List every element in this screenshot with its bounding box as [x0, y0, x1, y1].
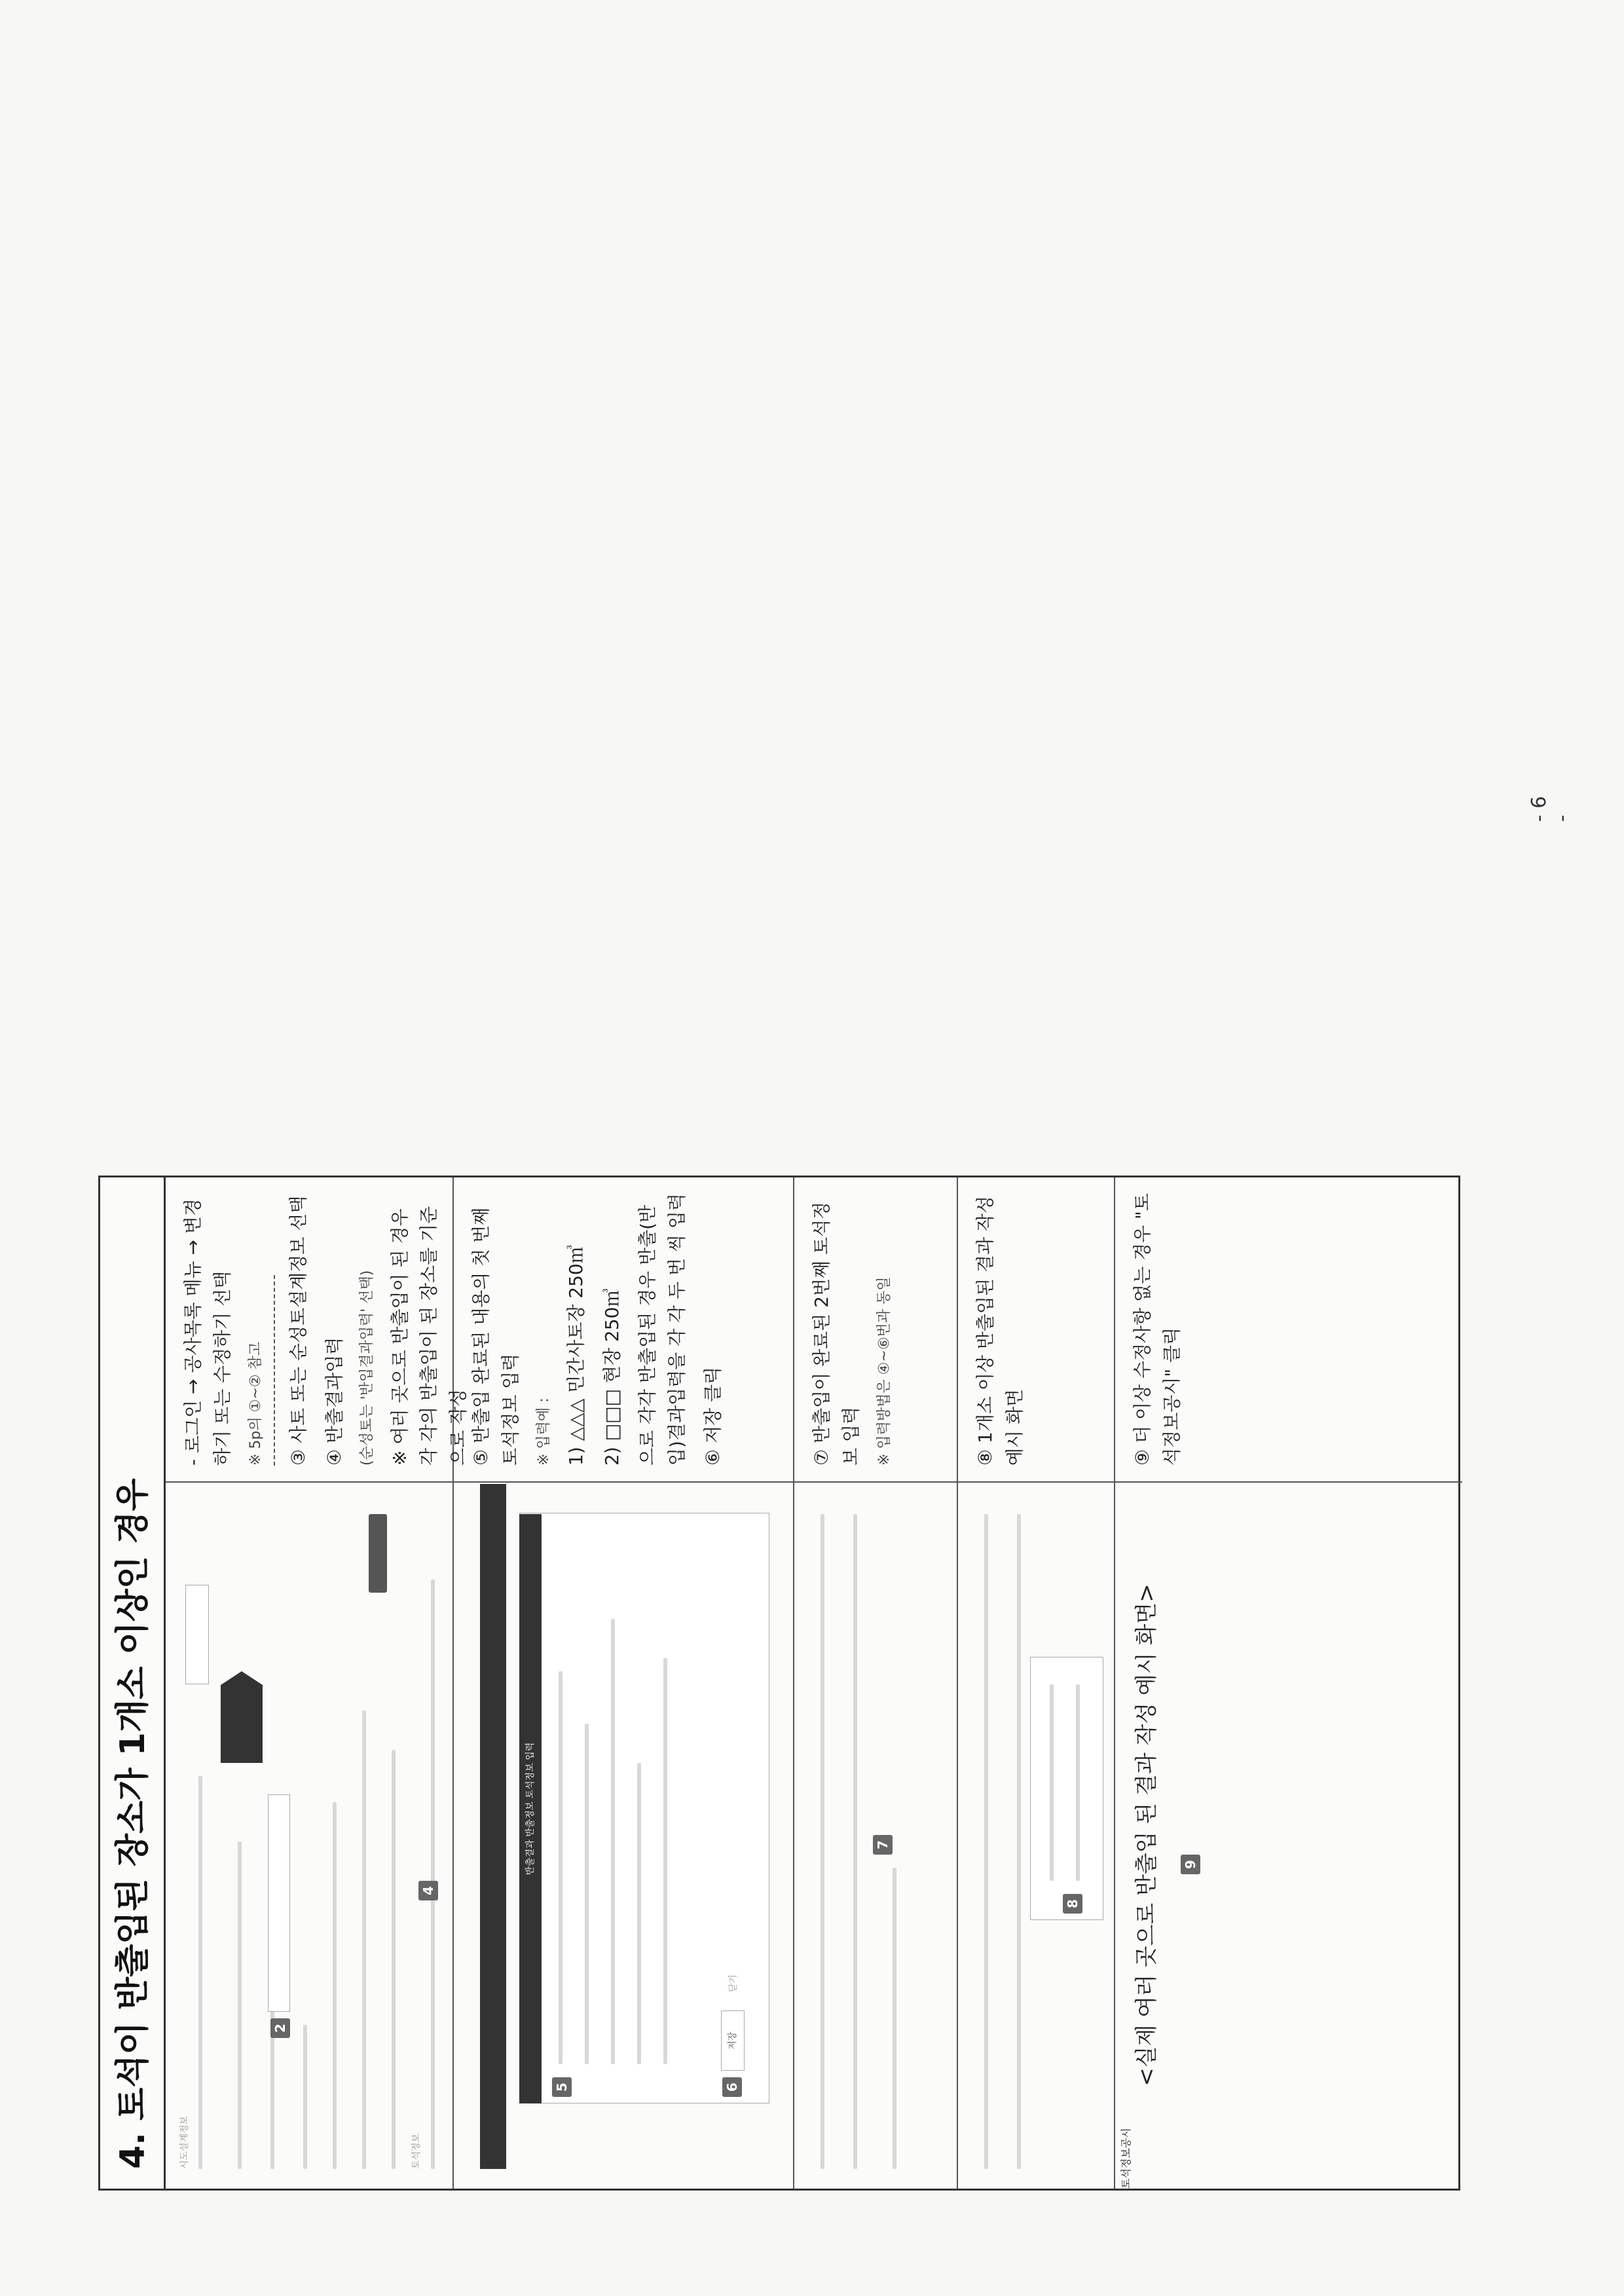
step-5-example-1: 1) △△△ 민간사토장 250㎥	[564, 1245, 587, 1466]
step-4-text: ④ 반출결과입력	[323, 1337, 345, 1466]
screenshot-result-table	[1030, 1657, 1103, 1920]
screenshot-header-bar	[480, 1484, 506, 2169]
badge-9: 9	[1181, 1855, 1200, 1874]
screenshot-result-button	[369, 1514, 387, 1593]
row-step-8	[958, 1177, 1115, 2189]
screenshot-panel-2	[454, 1481, 793, 2189]
step-7-text: ⑦ 반출입이 완료된 2번째 토석정보 입력	[811, 1201, 862, 1466]
step-3-text: ③ 사토 또는 순성토설계정보 선택	[287, 1195, 309, 1466]
badge-7: 7	[873, 1835, 893, 1855]
instructions-3	[794, 1177, 957, 1481]
page-number: - 6 -	[1528, 796, 1574, 822]
rotated-document	[98, 1176, 1460, 2191]
screenshot-toggle	[185, 1585, 209, 1684]
step-1-text: - 로그인 → 공사목록 메뉴 → 변경하기 또는 수정하기 선택	[182, 1198, 233, 1466]
badge-8: 8	[1063, 1894, 1082, 1914]
screenshot-panel-3	[794, 1481, 957, 2189]
screenshot-tosuk-button: 토석정보공시	[1120, 2128, 1132, 2189]
step-8-text: ⑧ 1개소 이상 반출입된 결과 작성 예시 화면	[974, 1196, 1025, 1466]
figure-caption: <실제 여러 곳으로 반출입 된 결과 작성 예시 화면>	[1134, 1583, 1160, 2086]
step-7-note: ※ 입력방법은 ④~⑥번과 동일	[876, 1276, 893, 1466]
step-5-example-2: 2) □□□ 현장 250㎥	[600, 1288, 623, 1466]
screenshot-mock-2	[460, 1489, 786, 2182]
screenshot-mock	[172, 1489, 446, 2182]
step-5-example-title: ※ 입력예 :	[535, 1398, 552, 1466]
screenshot-dialog-title: 반출결과 반출정보 토석정보 입력	[519, 1514, 542, 2103]
step-4-note: (순성토는 '반입결과입력' 선택)	[359, 1270, 376, 1466]
screenshot-panel-1	[166, 1481, 452, 2189]
screenshot-select	[268, 1794, 290, 2012]
step-1-note: ※ 5p의 ①~② 참고	[247, 1341, 264, 1466]
dashed-divider	[274, 1275, 275, 1466]
badge-5: 5	[552, 2077, 572, 2097]
screenshot-panel-4	[958, 1481, 1114, 2189]
caption-panel	[1115, 1481, 1462, 2189]
screenshot-mock-3	[801, 1489, 950, 2182]
instructions-5	[1115, 1177, 1462, 1481]
badge-4: 4	[418, 1881, 438, 1900]
instructions-1	[166, 1177, 470, 1481]
screenshot-section-label-2: 토석정보	[411, 2133, 422, 2169]
step-5-example-3: 으로 각각 반출입된 경우 반출(반입)결과입력을 각 각 두 번 씩 입력	[637, 1193, 688, 1466]
step-5-text: ⑤ 반출입 완료된 내용의 첫 번째 토석정보 입력	[470, 1207, 521, 1466]
step-6-text: ⑥ 저장 클릭	[701, 1366, 724, 1466]
badge-2: 2	[270, 2018, 290, 2038]
section-title: 4. 토석이 반출입된 장소가 1개소 이상인 경우	[100, 1177, 166, 2189]
instructions-4	[958, 1177, 1114, 1481]
badge-6: 6	[722, 2077, 742, 2097]
row-step-5-6	[454, 1177, 794, 2189]
screenshot-mock-4	[965, 1489, 1107, 2182]
screenshot-save-button: 저장	[721, 2010, 745, 2071]
instructions-2	[454, 1177, 793, 1481]
step-9-text: ⑨ 더 이상 수정사항 없는 경우 "토석정보공시" 클릭	[1132, 1193, 1183, 1466]
screenshot-arrow-tab	[221, 1671, 263, 1763]
screenshot-section-label: 시도설계정보	[179, 2115, 190, 2169]
row-step-7	[794, 1177, 958, 2189]
screenshot-close-button: 닫기	[728, 1974, 739, 1992]
row-step-9	[1115, 1177, 1462, 2189]
step-4-note-2: ※ 여러 곳으로 반출입이 된 경우 각 각의 반출입이 된 장소를 기준으로 작성	[388, 1206, 470, 1466]
row-step-1-4	[166, 1177, 470, 2189]
